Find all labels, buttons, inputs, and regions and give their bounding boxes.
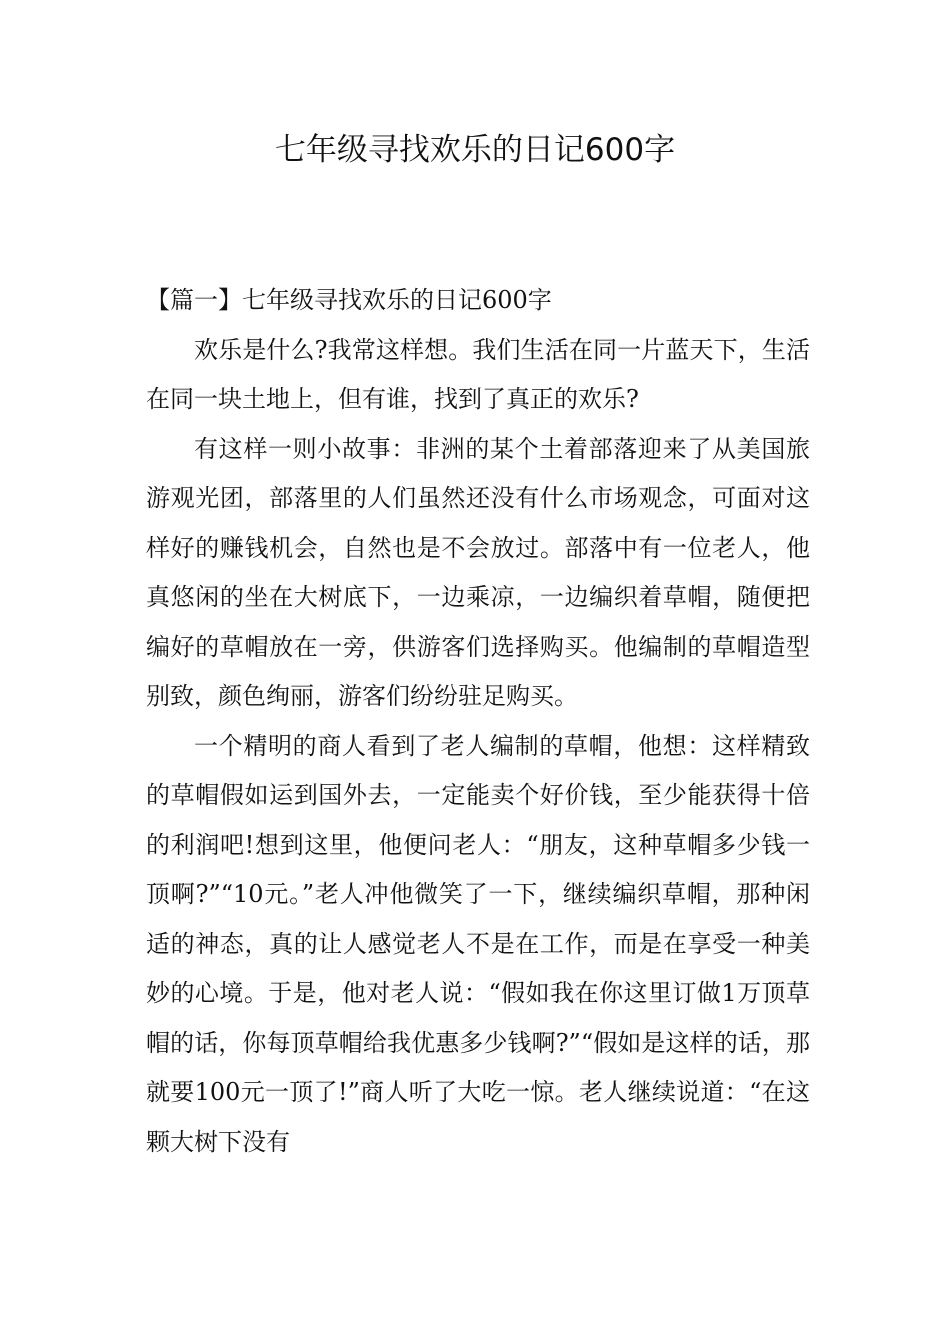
section-heading: 【篇一】七年级寻找欢乐的日记600字: [146, 286, 552, 314]
document-title: 七年级寻找欢乐的日记600字: [274, 132, 676, 168]
paragraph-2: 有这样一则小故事：非洲的某个土着部落迎来了从美国旅游观光团，部落里的人们虽然还没有什么市场观念，可面对这样好的赚钱机会，自然也是不会放过。部落中有一位老人，他真悠闲的坐在大树底下，一边乘凉，一边编织着草帽，随便把编好的草帽放在一旁，供游客们选择购买。他编制的草帽造型别致，颜色绚丽，游客们纷纷驻足购买。: [146, 434, 810, 710]
paragraph-3: 一个精明的商人看到了老人编制的草帽，他想：这样精致的草帽假如运到国外去，一定能卖个好价钱，至少能获得十倍的利润吧!想到这里，他便问老人：“朋友，这种草帽多少钱一顶啊?”“10元。”老人冲他微笑了一下，继续编织草帽，那种闲适的神态，真的让人感觉老人不是在工作，而是在享受一种美妙的心境。于是，他对老人说：“假如我在你这里订做1万顶草帽的话，你每顶草帽给我优惠多少钱啊?”“假如是这样的话，那就要100元一顶了!”商人听了大吃一惊。老人继续说道：“在这颗大树下没有: [146, 731, 810, 1156]
article-body: [146, 276, 810, 1167]
paragraph-1: 欢乐是什么?我常这样想。我们生活在同一片蓝天下，生活在同一块土地上，但有谁，找到了真正的欢乐?: [146, 335, 810, 413]
